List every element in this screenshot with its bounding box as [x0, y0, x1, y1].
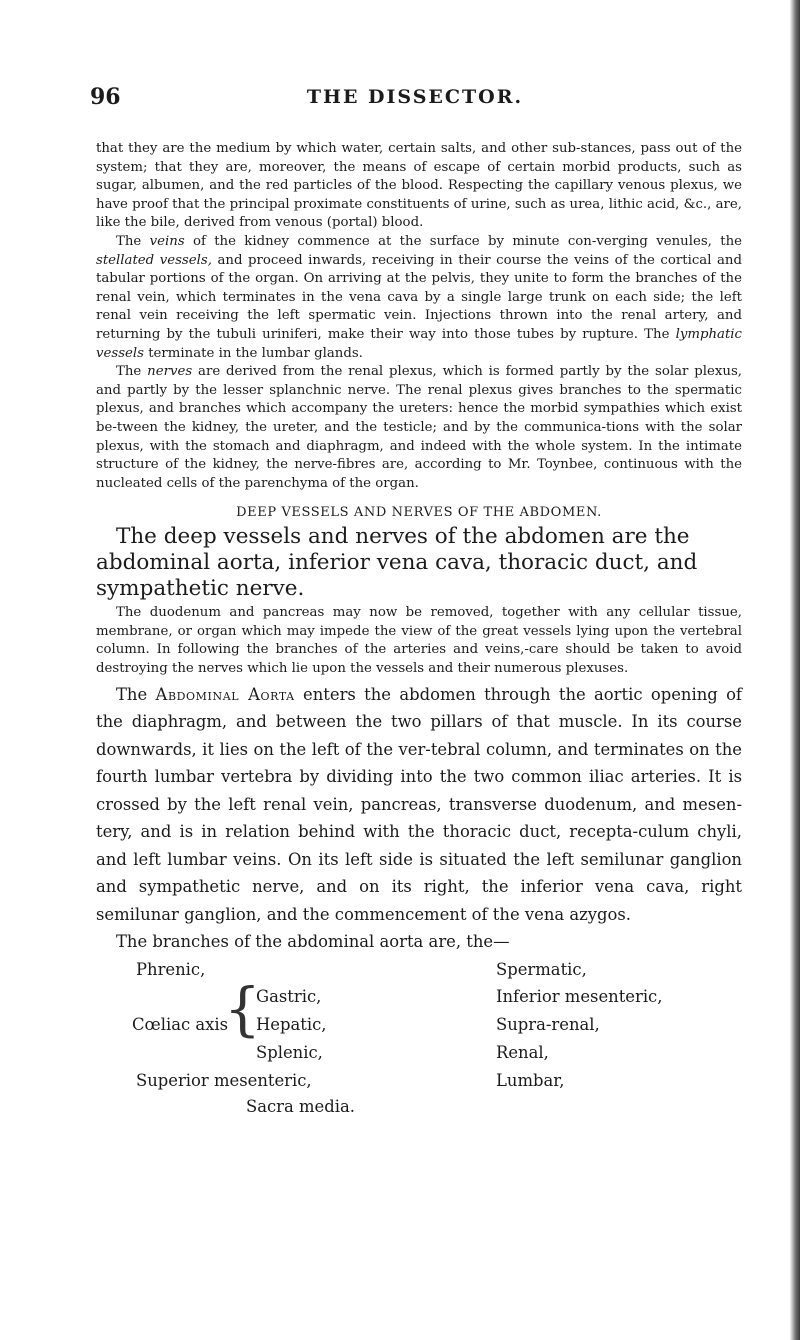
paragraph-dissection-note: The duodenum and pancreas may now be removed, together with any cellular tissue, membrane, or organ which may impede the view of the great vessels lying upon the vertebral column. In following the branches of the arteries and veins,-care should be taken to avoid destroying the nerves which lie upon the vessels and their numerous plexuses.	[96, 605, 742, 677]
text-run: enters the abdomen through the aortic opening of the diaphragm, and between the two pillars of that muscle. In its course downwards, it lies on the left of the ver-tebral column, and terminates on the fourth lumbar vertebra by dividing into the two common iliac arteries. It is crossed by the left renal vein, pancreas, transverse duodenum, and mesen-tery, and is in relation behind with the thoracic duct, recepta-culum chyli, and left lumbar veins. On its left side is situated the left semilunar ganglion and sympathetic nerve, and on its right, the inferior vena cava, right semilunar ganglion, and the commencement of the vena azygos.	[96, 684, 742, 924]
text-run: The	[116, 364, 148, 380]
term-veins: veins	[149, 233, 185, 249]
paragraph-kidney-veins	[96, 233, 742, 363]
branches-intro: The branches of the abdominal aorta are, the—	[116, 932, 510, 952]
section-heading: DEEP VESSELS AND NERVES OF THE ABDOMEN.	[236, 505, 602, 521]
paragraph-kidney-function: that they are the medium by which water, certain salts, and other sub-stances, pass out of the system; that they are, moreover, the means of escape of certain morbid products, such as sugar, albumen, and the red particles of the blood. Respecting the capillary venous plexus, we have proof that the principal proximate constituents of urine, such as urea, lithic acid, &c., are, like the bile, derived from venous (portal) blood.	[96, 141, 742, 231]
brace-symbol: {	[224, 974, 261, 1043]
branch-hepatic: Hepatic,	[256, 1014, 327, 1034]
paragraph-abdominal-aorta	[96, 681, 742, 929]
section-lead: The deep vessels and nerves of the abdomen are the abdominal aorta, inferior vena cava, thoracic duct, and sympathetic nerve.	[96, 524, 698, 602]
page-edge-shadow	[790, 0, 800, 1340]
text-run: terminate in the lumbar glands.	[143, 345, 363, 361]
text-run: and proceed inwards, receiving in their course the veins of the cortical and tabular portions of the organ. On arriving at the pelvis, they unite to form the branches of the renal vein, which terminates in the vena cava by a single large trunk on each side; the left renal vein receiving the left spermatic vein. Injections thrown into the renal artery, and returning by the tubuli uriniferi, make their way into those tubes by rupture. The	[96, 252, 742, 342]
branch-spermatic: Spermatic,	[496, 959, 587, 979]
branch-splenic: Splenic,	[256, 1042, 323, 1062]
branch-coeliac-axis: Cœliac axis	[132, 1014, 229, 1034]
branch-phrenic: Phrenic,	[136, 959, 206, 979]
text-run: The	[116, 233, 150, 249]
running-title: THE DISSECTOR.	[306, 86, 524, 108]
branch-gastric: Gastric,	[256, 986, 322, 1006]
paragraph-kidney-nerves	[96, 363, 742, 493]
branches-list	[96, 956, 742, 1116]
branch-renal: Renal,	[496, 1042, 549, 1062]
page-header	[90, 84, 740, 108]
branch-supra-renal: Supra-renal,	[496, 1014, 600, 1034]
term-abdominal-aorta: Abdominal Aorta	[155, 684, 295, 704]
term-nerves: nerves	[147, 364, 193, 380]
branch-sacra-media: Sacra media.	[246, 1096, 355, 1116]
text-run: The	[116, 684, 156, 704]
branch-inferior-mesenteric: Inferior mesenteric,	[496, 986, 663, 1006]
text-run: are derived from the renal plexus, which is formed partly by the solar plexus, and partly by the lesser splanchnic nerve. The renal plexus gives branches to the spermatic plexus, and branches which accompany the ureters: hence the morbid sympathies which exist be-tween the kidney, the ureter, and the testicle; and by the communica-tions with the solar plexus, with the stomach and diaphragm, and indeed with the whole system. In the intimate structure of the kidney, the nerve-fibres are, according to Mr. Toynbee, continuous with the nucleated cells of the parenchyma of the organ.	[96, 364, 743, 491]
page-body	[96, 140, 742, 1116]
text-run: of the kidney commence at the surface by minute con-verging venules, the	[184, 233, 742, 249]
branch-lumbar: Lumbar,	[496, 1070, 565, 1090]
term-stellated-vessels: stellated vessels,	[96, 252, 212, 268]
page-number: 96	[90, 84, 121, 110]
term-lymphatic-vessels: lymphatic vessels	[96, 326, 742, 361]
branch-superior-mesenteric: Superior mesenteric,	[136, 1070, 312, 1090]
